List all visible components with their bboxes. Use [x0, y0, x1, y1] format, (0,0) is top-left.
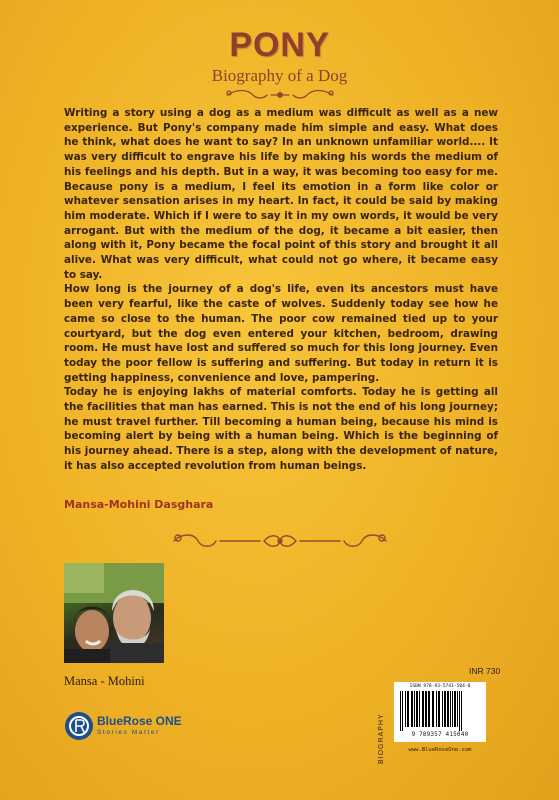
- blurb-paragraph: How long is the journey of a dog's life, even its ancestors must have been very fearful, like the caste of wolves. Suddenly today see how he came so close to the human. The poor cow remained tied up to your courtyard, but the dog even entered your kitchen, bedroom, drawing room. He must have lost and suffered so much for this long journey. Even today the poor fellow is suffering and suffering. But today in return it is getting happiness, convenience and love, pampering.: [64, 283, 498, 384]
- book-genre: BIOGRAPHY: [378, 713, 385, 764]
- author-photo-caption: Mansa - Mohini: [64, 674, 145, 688]
- barcode-number: 9 789357 415040: [411, 732, 469, 738]
- author-photo: [64, 563, 164, 663]
- publisher-name: BlueRose ONE: [97, 714, 182, 728]
- book-subtitle: Biography of a Dog: [211, 66, 348, 85]
- back-cover-blurb: [64, 106, 498, 474]
- bluerose-logo-icon: [64, 711, 94, 741]
- author-signature: Mansa-Mohini Dasghara: [64, 498, 214, 511]
- blurb-paragraph: Today he is enjoying lakhs of material comforts. Today he is getting all the facilities that man has earned. This is not the end of his long journey; he must travel further. Till becoming a human being, because his mind is becoming alert by being with a human being. Which is the beginning of his journey ahead. There is a step, along with the development of nature, it has also accepted revolution from human beings.: [64, 386, 498, 472]
- book-price: INR 730: [469, 666, 501, 676]
- divider-flourish-ornament: [168, 530, 392, 552]
- blurb-paragraph: Writing a story using a dog as a medium was difficult as well as a new experience. But Pony's company made him simple and easy. What does he think, what does he want to say? In an unknown unfamiliar world.... It was very difficult to engrave his life by making his words the medium of his feelings and his depth. But in a way, it was becoming too easy for me. Because pony is a medium, I feel its emotion in a form like color or whatever sensation arises in my heart. In fact, it could be said by making him moderate. Which if I were to say it in my own words, it would be very arrogant. But with the medium of the dog, it became a bit easier, then along with it, Pony became the focal point of this story and brought it all alive. What was very difficult, what could not go where, it became easy to say.: [64, 107, 498, 281]
- barcode-icon: [398, 691, 482, 731]
- top-flourish-ornament: [223, 88, 337, 102]
- publisher-logo: [64, 706, 194, 746]
- isbn-label: ISBN 978-93-5741-504-0: [409, 684, 471, 689]
- book-title: PONY: [229, 26, 330, 64]
- publisher-website: www.BlueRoseOne.com: [408, 747, 472, 753]
- isbn-barcode: [394, 682, 486, 742]
- publisher-tagline: Stories Matter: [97, 729, 160, 736]
